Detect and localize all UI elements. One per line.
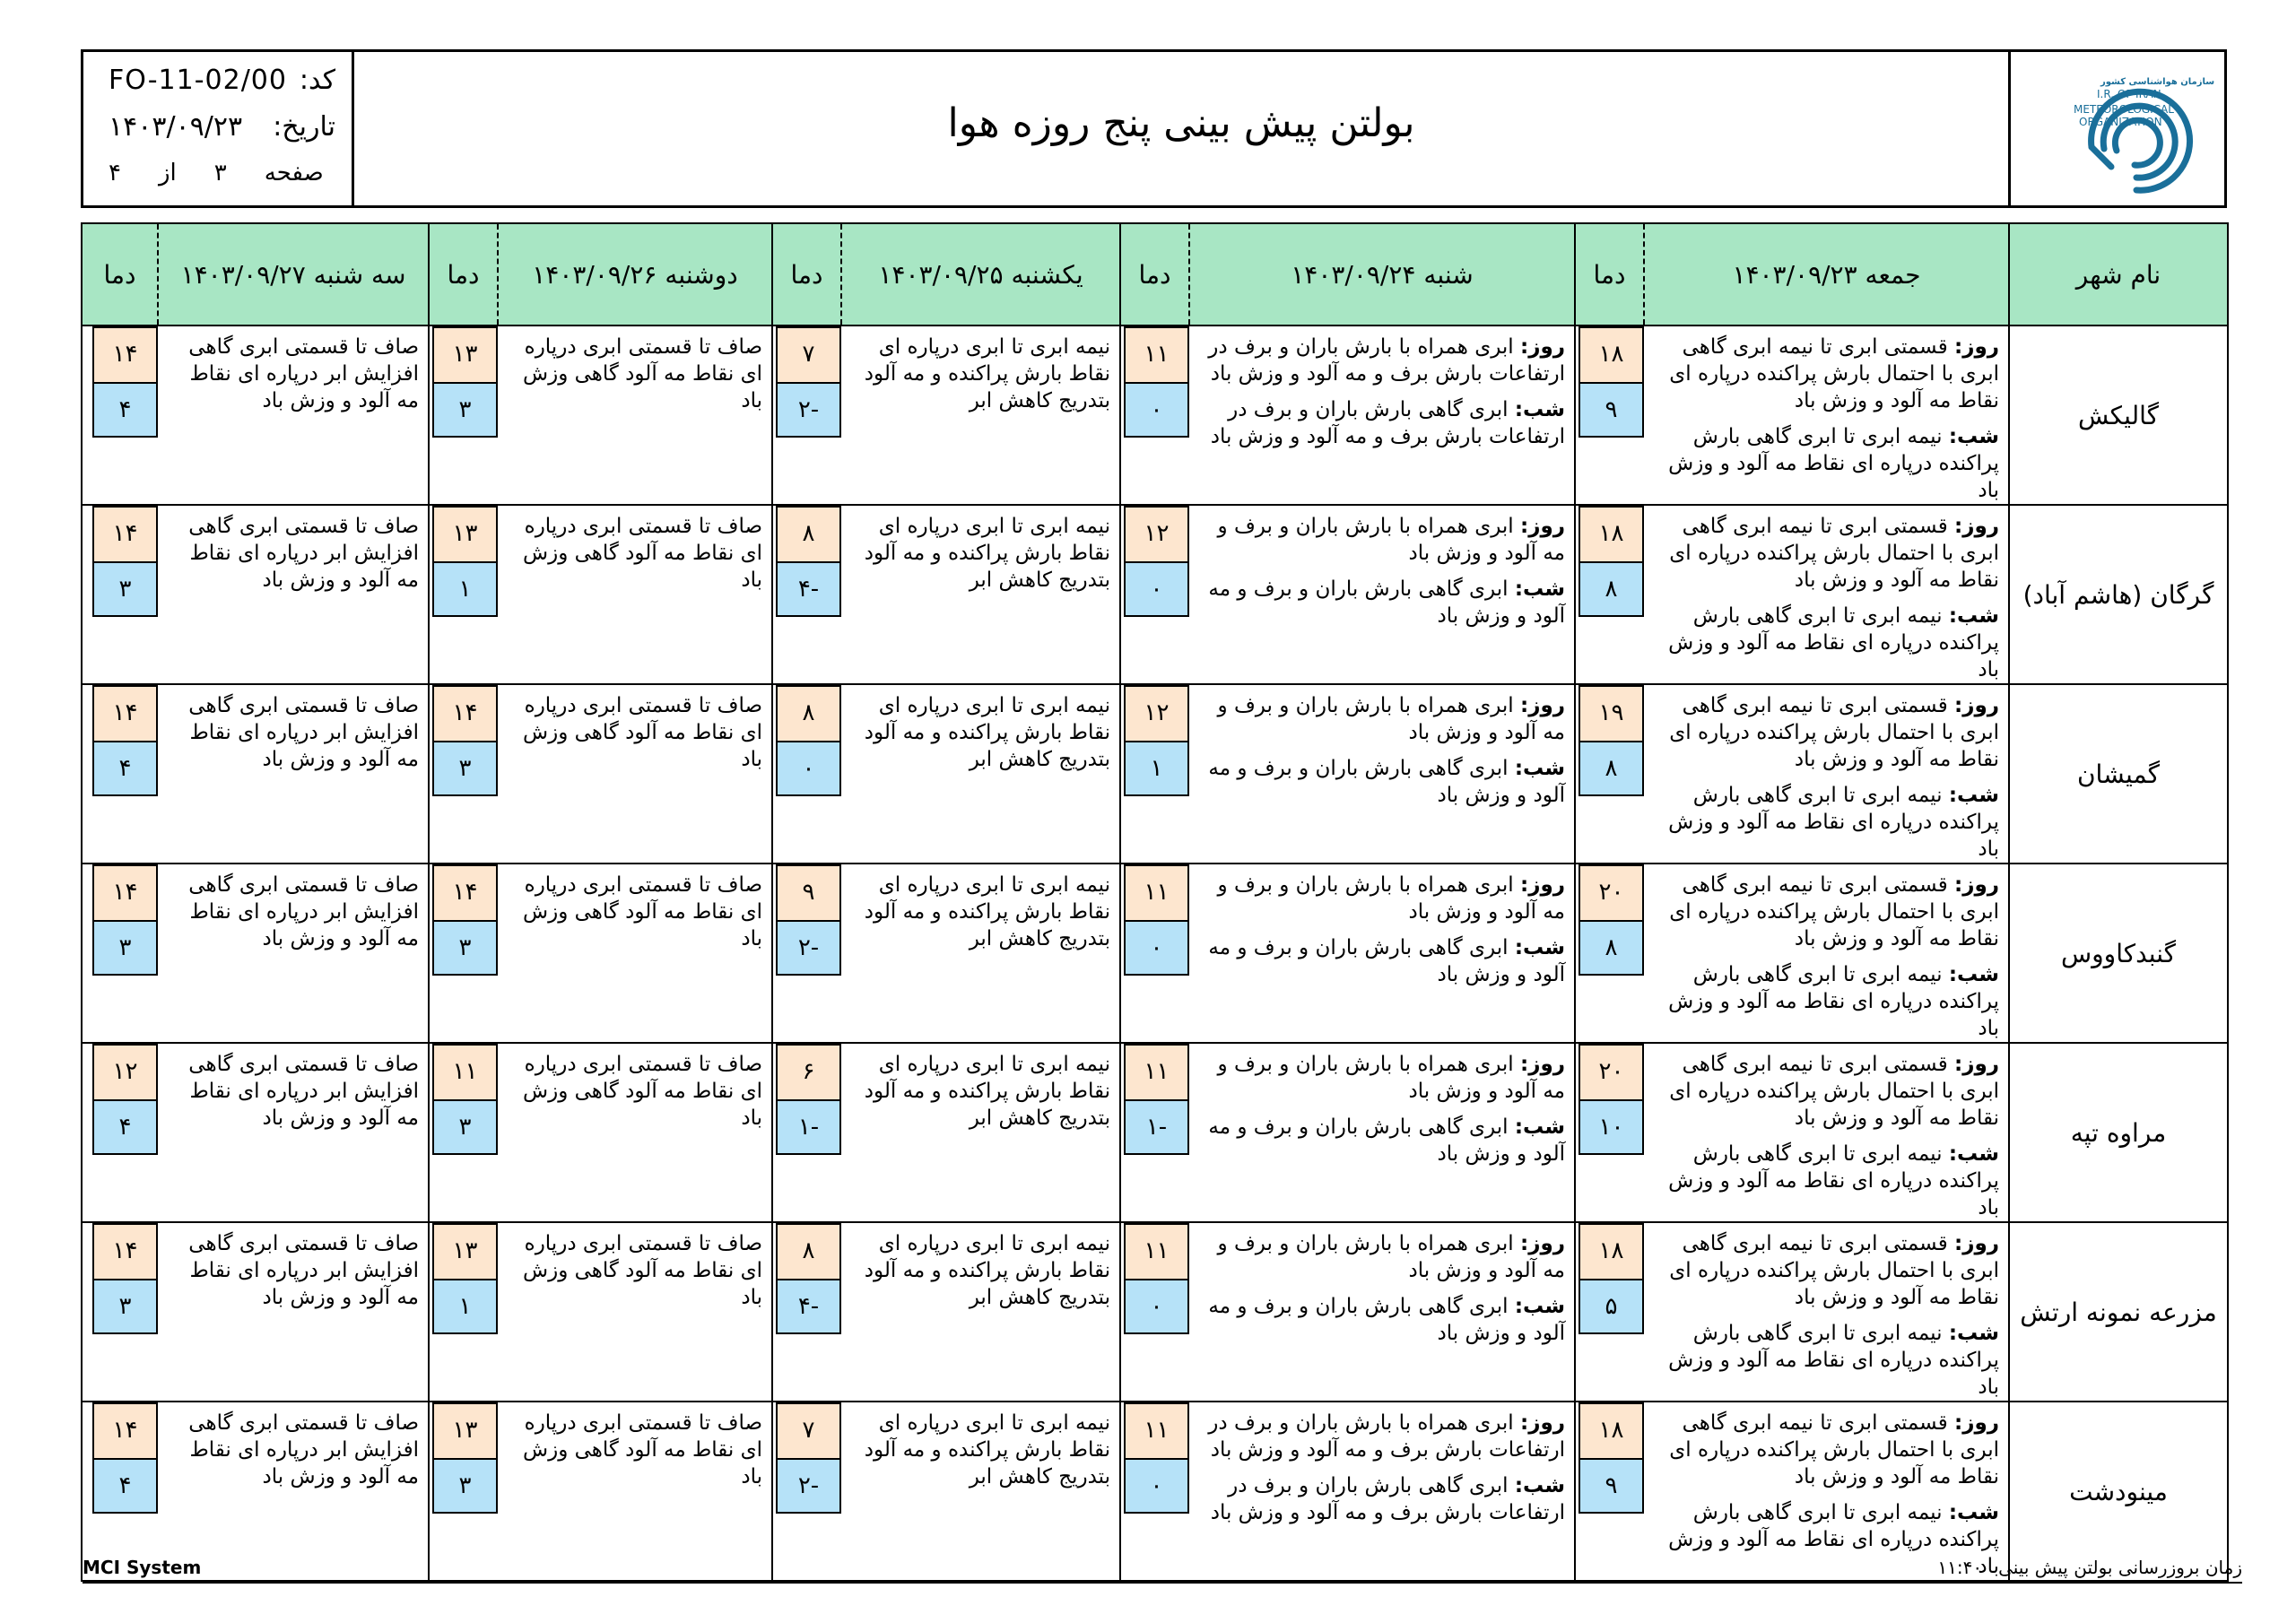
- day-text: قسمتی ابری تا نیمه ابری گاهی ابری با احتمال بارش پراکنده درپاره ای نقاط مه آلود و وزش باد: [1669, 1232, 1999, 1309]
- day-label: روز:: [1520, 873, 1565, 897]
- forecast-description: [1189, 1222, 1575, 1402]
- temperature-cell: [1575, 325, 1644, 505]
- temperature-cell: [1120, 684, 1189, 864]
- night-text: ابری گاهی بارش باران و برف و مه آلود و وزش باد: [1208, 757, 1565, 807]
- forecast-description: [1189, 505, 1575, 684]
- update-info: [1937, 1557, 2242, 1582]
- temperature-cell: [429, 505, 498, 684]
- min-temp: ۸: [1578, 561, 1644, 617]
- temperature-cell: [772, 1222, 841, 1402]
- day-label: روز:: [1954, 335, 1999, 359]
- min-temp: ۹: [1578, 1458, 1644, 1514]
- city-name: گالیکش: [2009, 325, 2228, 505]
- night-forecast: [1193, 396, 1565, 450]
- col-day-3: یکشنبه ۱۴۰۳/۰۹/۲۵: [841, 223, 1120, 325]
- day-forecast: [1193, 1051, 1565, 1105]
- day-text: قسمتی ابری تا نیمه ابری گاهی ابری با احتمال بارش پراکنده درپاره ای نقاط مه آلود و وزش باد: [1669, 1411, 1999, 1488]
- forecast-text: صاف تا قسمتی ابری درپاره ای نقاط مه آلود گاهی وزش باد: [523, 1053, 762, 1130]
- update-time: ۱۱:۴۰: [1937, 1557, 1983, 1578]
- max-temp: ۱۸: [1578, 326, 1644, 382]
- day-text: قسمتی ابری تا نیمه ابری گاهی ابری با احتمال بارش پراکنده درپاره ای نقاط مه آلود و وزش باد: [1669, 515, 1999, 592]
- temperature-cell: [772, 505, 841, 684]
- forecast-text: صاف تا قسمتی ابری گاهی افزایش ابر درپاره ای نقاط مه آلود و وزش باد: [188, 1411, 419, 1488]
- temperature-cell: [82, 864, 158, 1043]
- forecast-description: [841, 1043, 1120, 1222]
- day-label: روز:: [1520, 515, 1565, 538]
- max-temp: ۱۱: [1124, 326, 1189, 382]
- forecast-description: [1644, 505, 2009, 684]
- max-temp: ۱۲: [1124, 685, 1189, 741]
- day-label: روز:: [1954, 515, 1999, 538]
- min-temp: -۲: [776, 920, 841, 976]
- day-text: قسمتی ابری تا نیمه ابری گاهی ابری با احتمال بارش پراکنده درپاره ای نقاط مه آلود و وزش باد: [1669, 694, 1999, 771]
- forecast-text: صاف تا قسمتی ابری درپاره ای نقاط مه آلود گاهی وزش باد: [523, 1411, 762, 1488]
- day-forecast: [1648, 1051, 1999, 1132]
- temperature-cell: [1120, 864, 1189, 1043]
- temperature-cell: [1120, 325, 1189, 505]
- night-forecast: [1648, 782, 1999, 863]
- date-label: تاریخ:: [273, 111, 335, 143]
- forecast-text: صاف تا قسمتی ابری گاهی افزایش ابر درپاره ای نقاط مه آلود و وزش باد: [188, 873, 419, 950]
- min-temp: ۳: [432, 920, 498, 976]
- night-text: نیمه ابری تا ابری گاهی بارش پراکنده درپاره ای نقاط مه آلود و وزش باد: [1668, 1322, 1999, 1399]
- min-temp: ۴: [92, 1099, 158, 1155]
- city-name: مینودشت: [2009, 1402, 2228, 1581]
- table-row: [82, 864, 2228, 1043]
- min-temp: ۸: [1578, 920, 1644, 976]
- max-temp: ۱۴: [92, 326, 158, 382]
- page-footer: [83, 1549, 2242, 1584]
- temperature-cell: [772, 325, 841, 505]
- night-forecast: [1193, 576, 1565, 629]
- forecast-text: نیمه ابری تا ابری درپاره ای نقاط بارش پراکنده و مه آلود بتدریج کاهش ابر: [864, 1411, 1110, 1488]
- night-label: شب:: [1948, 604, 1999, 628]
- day-text: ابری همراه با بارش باران و برف در ارتفاعات بارش برف و مه آلود و وزش باد: [1208, 335, 1565, 386]
- code-value: FO-11-02/00: [109, 65, 287, 96]
- forecast-description: [841, 325, 1120, 505]
- page-title: بولتن پیش بینی پنج روزه هوا: [947, 100, 1415, 146]
- col-day-4: دوشنبه ۱۴۰۳/۰۹/۲۶: [498, 223, 772, 325]
- max-temp: ۱۴: [432, 864, 498, 920]
- document-info: [83, 52, 354, 205]
- forecast-text: نیمه ابری تا ابری درپاره ای نقاط بارش پراکنده و مه آلود بتدریج کاهش ابر: [864, 335, 1110, 412]
- max-temp: ۷: [776, 1402, 841, 1458]
- min-temp: ۴: [92, 741, 158, 796]
- temperature-cell: [772, 864, 841, 1043]
- night-text: ابری گاهی بارش باران و برف و مه آلود و وزش باد: [1208, 936, 1565, 986]
- code-label: کد:: [299, 65, 335, 96]
- max-temp: ۱۸: [1578, 506, 1644, 561]
- page-label: صفحه: [264, 160, 324, 187]
- min-temp: ۵: [1578, 1279, 1644, 1334]
- night-text: ابری گاهی بارش باران و برف و مه آلود و وزش باد: [1208, 1295, 1565, 1345]
- table-header-row: [82, 223, 2228, 325]
- page-of: از: [158, 160, 177, 187]
- temperature-cell: [1120, 1222, 1189, 1402]
- min-temp: ۳: [432, 1099, 498, 1155]
- min-temp: ۰: [776, 741, 841, 796]
- forecast-description: [498, 864, 772, 1043]
- night-forecast: [1193, 1114, 1565, 1167]
- day-text: ابری همراه با بارش باران و برف و مه آلود و وزش باد: [1217, 873, 1565, 924]
- day-forecast: [1648, 872, 1999, 952]
- max-temp: ۲۰: [1578, 1044, 1644, 1099]
- day-label: روز:: [1520, 1411, 1565, 1435]
- min-temp: ۰: [1124, 920, 1189, 976]
- page-total: ۴: [109, 160, 121, 187]
- night-forecast: [1193, 1293, 1565, 1347]
- night-label: شب:: [1514, 1295, 1565, 1318]
- night-text: نیمه ابری تا ابری گاهی بارش پراکنده درپاره ای نقاط مه آلود و وزش باد: [1668, 604, 1999, 681]
- max-temp: ۱۲: [1124, 506, 1189, 561]
- logo-text-en-1: I.R. OF IRAN: [2097, 88, 2161, 100]
- city-name: مراوه تپه: [2009, 1043, 2228, 1222]
- night-label: شب:: [1514, 1115, 1565, 1139]
- temperature-cell: [429, 684, 498, 864]
- night-text: ابری گاهی بارش باران و برف و مه آلود و وزش باد: [1208, 1115, 1565, 1166]
- min-temp: ۰: [1124, 561, 1189, 617]
- max-temp: ۲۰: [1578, 864, 1644, 920]
- max-temp: ۸: [776, 1223, 841, 1279]
- col-temp-5: دما: [82, 223, 158, 325]
- col-city: نام شهر: [2009, 223, 2228, 325]
- forecast-description: [1644, 325, 2009, 505]
- day-forecast: [1193, 692, 1565, 746]
- max-temp: ۱۴: [92, 864, 158, 920]
- night-label: شب:: [1514, 936, 1565, 959]
- logo-text-en-2: METEOROLOGICAL: [2074, 103, 2174, 116]
- day-label: روز:: [1520, 1232, 1565, 1255]
- min-temp: ۸: [1578, 741, 1644, 796]
- max-temp: ۱۸: [1578, 1223, 1644, 1279]
- max-temp: ۸: [776, 685, 841, 741]
- night-label: شب:: [1514, 577, 1565, 601]
- forecast-text: نیمه ابری تا ابری درپاره ای نقاط بارش پراکنده و مه آلود بتدریج کاهش ابر: [864, 694, 1110, 771]
- day-forecast: [1648, 692, 1999, 773]
- min-temp: -۲: [776, 1458, 841, 1514]
- max-temp: ۸: [776, 506, 841, 561]
- min-temp: -۱: [1124, 1099, 1189, 1155]
- col-day-1: جمعه ۱۴۰۳/۰۹/۲۳: [1644, 223, 2009, 325]
- day-forecast: [1648, 1410, 1999, 1490]
- temperature-cell: [1120, 1043, 1189, 1222]
- day-text: ابری همراه با بارش باران و برف و مه آلود و وزش باد: [1217, 694, 1565, 744]
- forecast-description: [841, 864, 1120, 1043]
- col-temp-2: دما: [1120, 223, 1189, 325]
- night-label: شب:: [1514, 1474, 1565, 1497]
- forecast-text: صاف تا قسمتی ابری درپاره ای نقاط مه آلود گاهی وزش باد: [523, 873, 762, 950]
- max-temp: ۶: [776, 1044, 841, 1099]
- forecast-description: [498, 1222, 772, 1402]
- min-temp: ۱: [432, 1279, 498, 1334]
- min-temp: ۴: [92, 1458, 158, 1514]
- forecast-description: [158, 864, 429, 1043]
- temperature-cell: [82, 505, 158, 684]
- max-temp: ۱۴: [92, 1402, 158, 1458]
- day-label: روز:: [1954, 1053, 1999, 1076]
- min-temp: ۰: [1124, 382, 1189, 438]
- forecast-description: [1189, 325, 1575, 505]
- forecast-text: صاف تا قسمتی ابری گاهی افزایش ابر درپاره ای نقاط مه آلود و وزش باد: [188, 515, 419, 592]
- forecast-description: [1644, 864, 2009, 1043]
- max-temp: ۱۳: [432, 326, 498, 382]
- night-label: شب:: [1514, 757, 1565, 780]
- forecast-text: صاف تا قسمتی ابری گاهی افزایش ابر درپاره ای نقاط مه آلود و وزش باد: [188, 1232, 419, 1309]
- col-temp-1: دما: [1575, 223, 1644, 325]
- forecast-description: [1189, 684, 1575, 864]
- night-text: ابری گاهی بارش باران و برف در ارتفاعات بارش برف و مه آلود و وزش باد: [1210, 398, 1565, 448]
- forecast-description: [841, 684, 1120, 864]
- max-temp: ۱۴: [92, 506, 158, 561]
- forecast-body: [82, 325, 2228, 1581]
- min-temp: ۳: [92, 920, 158, 976]
- forecast-description: [158, 1043, 429, 1222]
- forecast-description: [1189, 1043, 1575, 1222]
- forecast-text: صاف تا قسمتی ابری گاهی افزایش ابر درپاره ای نقاط مه آلود و وزش باد: [188, 694, 419, 771]
- bulletin-header: [81, 49, 2227, 208]
- day-forecast: [1648, 334, 1999, 414]
- forecast-text: صاف تا قسمتی ابری درپاره ای نقاط مه آلود گاهی وزش باد: [523, 335, 762, 412]
- night-text: نیمه ابری تا ابری گاهی بارش پراکنده درپاره ای نقاط مه آلود و وزش باد: [1668, 784, 1999, 861]
- night-label: شب:: [1948, 1142, 1999, 1166]
- logo-text-fa: سازمان هواشناسی کشور: [2100, 77, 2215, 87]
- min-temp: -۲: [776, 382, 841, 438]
- temperature-cell: [82, 1222, 158, 1402]
- forecast-description: [158, 505, 429, 684]
- night-forecast: [1193, 755, 1565, 809]
- date-value: ۱۴۰۳/۰۹/۲۳: [109, 111, 243, 143]
- night-label: شب:: [1948, 784, 1999, 807]
- day-forecast: [1193, 334, 1565, 387]
- page-number: ۳: [213, 160, 227, 187]
- col-day-2: شنبه ۱۴۰۳/۰۹/۲۴: [1189, 223, 1575, 325]
- night-text: ابری گاهی بارش باران و برف در ارتفاعات بارش برف و مه آلود و وزش باد: [1210, 1474, 1565, 1524]
- forecast-description: [1644, 684, 2009, 864]
- temperature-cell: [1575, 864, 1644, 1043]
- temperature-cell: [1575, 505, 1644, 684]
- temperature-cell: [1120, 505, 1189, 684]
- day-forecast: [1648, 513, 1999, 594]
- forecast-text: صاف تا قسمتی ابری گاهی افزایش ابر درپاره ای نقاط مه آلود و وزش باد: [188, 335, 419, 412]
- max-temp: ۱۴: [92, 1223, 158, 1279]
- min-temp: ۳: [92, 1279, 158, 1334]
- night-text: نیمه ابری تا ابری گاهی بارش پراکنده درپاره ای نقاط مه آلود و وزش باد: [1668, 425, 1999, 502]
- night-text: نیمه ابری تا ابری گاهی بارش پراکنده درپاره ای نقاط مه آلود و وزش باد: [1668, 963, 1999, 1040]
- temperature-cell: [429, 864, 498, 1043]
- system-name: MCI System: [83, 1557, 202, 1578]
- max-temp: ۱۸: [1578, 1402, 1644, 1458]
- forecast-description: [1644, 1043, 2009, 1222]
- forecast-description: [841, 505, 1120, 684]
- night-forecast: [1648, 603, 1999, 683]
- temperature-cell: [429, 325, 498, 505]
- day-label: روز:: [1520, 1053, 1565, 1076]
- day-label: روز:: [1954, 873, 1999, 897]
- night-label: شب:: [1514, 398, 1565, 421]
- day-text: ابری همراه با بارش باران و برف و مه آلود و وزش باد: [1217, 515, 1565, 565]
- forecast-text: صاف تا قسمتی ابری گاهی افزایش ابر درپاره ای نقاط مه آلود و وزش باد: [188, 1053, 419, 1130]
- temperature-cell: [82, 684, 158, 864]
- forecast-text: نیمه ابری تا ابری درپاره ای نقاط بارش پراکنده و مه آلود بتدریج کاهش ابر: [864, 1053, 1110, 1130]
- day-text: ابری همراه با بارش باران و برف در ارتفاعات بارش برف و مه آلود و وزش باد: [1208, 1411, 1565, 1462]
- forecast-description: [158, 1222, 429, 1402]
- table-row: [82, 505, 2228, 684]
- min-temp: -۴: [776, 561, 841, 617]
- forecast-description: [158, 325, 429, 505]
- night-forecast: [1648, 1141, 1999, 1221]
- day-text: قسمتی ابری تا نیمه ابری گاهی ابری با احتمال بارش پراکنده درپاره ای نقاط مه آلود و وزش باد: [1669, 1053, 1999, 1130]
- forecast-description: [498, 505, 772, 684]
- min-temp: ۳: [432, 741, 498, 796]
- night-forecast: [1193, 1472, 1565, 1526]
- min-temp: ۱: [1124, 741, 1189, 796]
- night-text: نیمه ابری تا ابری گاهی بارش پراکنده درپاره ای نقاط مه آلود و وزش باد: [1668, 1501, 1999, 1578]
- table-row: [82, 1222, 2228, 1402]
- max-temp: ۱۲: [92, 1044, 158, 1099]
- night-label: شب:: [1948, 425, 1999, 448]
- night-forecast: [1648, 961, 1999, 1042]
- day-text: ابری همراه با بارش باران و برف و مه آلود و وزش باد: [1217, 1053, 1565, 1103]
- forecast-description: [158, 684, 429, 864]
- night-text: ابری گاهی بارش باران و برف و مه آلود و وزش باد: [1208, 577, 1565, 628]
- day-label: روز:: [1520, 694, 1565, 717]
- min-temp: ۹: [1578, 382, 1644, 438]
- min-temp: ۴: [92, 382, 158, 438]
- min-temp: ۳: [432, 382, 498, 438]
- city-name: گمیشان: [2009, 684, 2228, 864]
- city-name: گرگان (هاشم آباد): [2009, 505, 2228, 684]
- forecast-text: صاف تا قسمتی ابری درپاره ای نقاط مه آلود گاهی وزش باد: [523, 515, 762, 592]
- day-label: روز:: [1520, 335, 1565, 359]
- forecast-table: [81, 222, 2229, 1582]
- night-forecast: [1648, 423, 1999, 504]
- day-forecast: [1193, 513, 1565, 567]
- page-indicator: [109, 160, 324, 187]
- min-temp: -۱: [776, 1099, 841, 1155]
- night-label: شب:: [1948, 963, 1999, 986]
- max-temp: ۹: [776, 864, 841, 920]
- organization-logo: [2008, 52, 2224, 205]
- min-temp: -۴: [776, 1279, 841, 1334]
- temperature-cell: [429, 1043, 498, 1222]
- forecast-text: نیمه ابری تا ابری درپاره ای نقاط بارش پراکنده و مه آلود بتدریج کاهش ابر: [864, 873, 1110, 950]
- forecast-description: [498, 1043, 772, 1222]
- table-row: [82, 1043, 2228, 1222]
- table-row: [82, 684, 2228, 864]
- min-temp: ۰: [1124, 1458, 1189, 1514]
- min-temp: ۳: [432, 1458, 498, 1514]
- day-forecast: [1193, 1230, 1565, 1284]
- forecast-text: صاف تا قسمتی ابری درپاره ای نقاط مه آلود گاهی وزش باد: [523, 694, 762, 771]
- temperature-cell: [772, 684, 841, 864]
- city-name: مزرعه نمونه ارتش: [2009, 1222, 2228, 1402]
- forecast-description: [1189, 864, 1575, 1043]
- min-temp: ۳: [92, 561, 158, 617]
- max-temp: ۱۱: [432, 1044, 498, 1099]
- max-temp: ۱۴: [432, 685, 498, 741]
- day-text: قسمتی ابری تا نیمه ابری گاهی ابری با احتمال بارش پراکنده درپاره ای نقاط مه آلود و وزش باد: [1669, 335, 1999, 412]
- max-temp: ۱۱: [1124, 1044, 1189, 1099]
- forecast-description: [841, 1222, 1120, 1402]
- max-temp: ۱۴: [92, 685, 158, 741]
- logo-text-en-3: ORGANIZATION: [2079, 116, 2162, 128]
- max-temp: ۱۳: [432, 1223, 498, 1279]
- day-label: روز:: [1954, 694, 1999, 717]
- forecast-text: نیمه ابری تا ابری درپاره ای نقاط بارش پراکنده و مه آلود بتدریج کاهش ابر: [864, 1232, 1110, 1309]
- temperature-cell: [82, 325, 158, 505]
- max-temp: ۱۱: [1124, 1223, 1189, 1279]
- max-temp: ۱۳: [432, 1402, 498, 1458]
- day-label: روز:: [1954, 1232, 1999, 1255]
- min-temp: ۱: [432, 561, 498, 617]
- max-temp: ۱۹: [1578, 685, 1644, 741]
- max-temp: ۱۱: [1124, 864, 1189, 920]
- day-text: قسمتی ابری تا نیمه ابری گاهی ابری با احتمال بارش پراکنده درپاره ای نقاط مه آلود و وزش باد: [1669, 873, 1999, 950]
- night-label: شب:: [1948, 1501, 1999, 1524]
- temperature-cell: [1575, 1043, 1644, 1222]
- night-text: نیمه ابری تا ابری گاهی بارش پراکنده درپاره ای نقاط مه آلود و وزش باد: [1668, 1142, 1999, 1219]
- table-row: [82, 325, 2228, 505]
- day-text: ابری همراه با بارش باران و برف و مه آلود و وزش باد: [1217, 1232, 1565, 1282]
- forecast-description: [1644, 1222, 2009, 1402]
- temperature-cell: [429, 1222, 498, 1402]
- max-temp: ۱۱: [1124, 1402, 1189, 1458]
- city-name: گنبدکاووس: [2009, 864, 2228, 1043]
- forecast-text: نیمه ابری تا ابری درپاره ای نقاط بارش پراکنده و مه آلود بتدریج کاهش ابر: [864, 515, 1110, 592]
- day-label: روز:: [1954, 1411, 1999, 1435]
- temperature-cell: [82, 1043, 158, 1222]
- forecast-text: صاف تا قسمتی ابری درپاره ای نقاط مه آلود گاهی وزش باد: [523, 1232, 762, 1309]
- night-label: شب:: [1948, 1322, 1999, 1345]
- max-temp: ۱۳: [432, 506, 498, 561]
- forecast-description: [498, 684, 772, 864]
- temperature-cell: [772, 1043, 841, 1222]
- day-forecast: [1193, 872, 1565, 925]
- forecast-description: [498, 325, 772, 505]
- update-label: زمان بروزرسانی بولتن پیش بینی: [1998, 1557, 2242, 1578]
- col-temp-3: دما: [772, 223, 841, 325]
- page-title-container: [354, 52, 2008, 205]
- globe-logo-icon: [2047, 66, 2215, 196]
- day-forecast: [1193, 1410, 1565, 1463]
- temperature-cell: [1575, 1222, 1644, 1402]
- temperature-cell: [1575, 684, 1644, 864]
- min-temp: ۱۰: [1578, 1099, 1644, 1155]
- night-forecast: [1193, 934, 1565, 988]
- day-forecast: [1648, 1230, 1999, 1311]
- min-temp: ۰: [1124, 1279, 1189, 1334]
- max-temp: ۷: [776, 326, 841, 382]
- night-forecast: [1648, 1320, 1999, 1401]
- col-temp-4: دما: [429, 223, 498, 325]
- col-day-5: سه شنبه ۱۴۰۳/۰۹/۲۷: [158, 223, 429, 325]
